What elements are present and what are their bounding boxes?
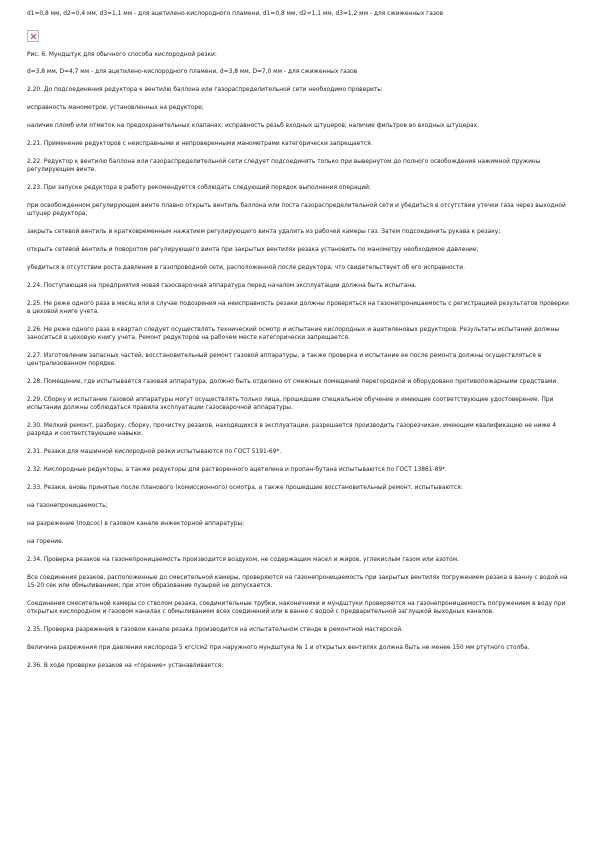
paragraph-2-33: 2.33. Резаки, вновь принятые после планового (комиссионного) осмотра, а также прошедшие восстановительный ремонт, испытываются: bbox=[27, 485, 463, 491]
paragraph-item: наличие пломб или отметок на предохранительных клапанах; исправность резьб входных штуцеров; наличие фильтров во входных штуцерах. bbox=[27, 123, 479, 129]
paragraph-item: исправность манометров, установленных на редукторе; bbox=[27, 105, 204, 111]
paragraph-2-32: 2.32. Кислородные редукторы, а также редукторы для растворенного ацетилена и пропан-бутана испытываются по ГОСТ 13861-89*. bbox=[27, 467, 447, 473]
paragraph-2-27: 2.27. Изготовление запасных частей, восстановительный ремонт газовой аппаратуры, а также проверка и испытание ее после ремонта должны осуществляться в централизованном порядке. bbox=[27, 353, 542, 367]
paragraph-2-20: 2.20. До подсоединения редуктора к вентилю баллона или газораспределительной сети необходимо проверить: bbox=[27, 87, 383, 93]
figure-dimensions: d=3,8 мм, D=4,7 мм - для ацетилено-кислородного пламени, d=3,8 мм, D=7,0 мм - для сжиженных газов bbox=[27, 69, 358, 75]
paragraph-item: при освобожденном регулирующем винте плавно открыть вентиль баллона или поста газораспределительной сети и убедиться в отсутствии утечки газа через выходной штуцер редуктора; bbox=[27, 203, 566, 217]
paragraph-item: открыть сетевой вентиль и поворотом регулирующего винта при закрытых вентилях резака установить по манометру необходимое давление; bbox=[27, 247, 479, 253]
paragraph-item: на разрежение (подсос) в газовом канале инжекторной аппаратуры; bbox=[27, 521, 245, 527]
paragraph-item: Соединения смесительной камеры со стволом резака, соединительные трубки, наконечники и мундштуки проверяются на газонепроницаемость погружением в воду при открытых кислородном и газовом каналах с обмыливанием всех соединений или в ванне с водой с предварительной заглушкой выходных каналов. bbox=[27, 601, 566, 615]
paragraph-2-31: 2.31. Резаки для машинной кислородной резки испытываются по ГОСТ 5191-69*. bbox=[27, 449, 282, 455]
paragraph-2-29: 2.29. Сборку и испытание газовой аппаратуры могут осуществлять только лица, прошедшие специальное обучение и имеющие соответствующее удостоверение. При испытании должны соблюдаться правила эксплуатации газосварочной аппаратуры. bbox=[27, 397, 554, 411]
paragraph-2-26: 2.26. Не реже одного раза в квартал следует осуществлять технический осмотр и испытание кислородных и ацетиленовых редукторов. Результаты испытаний должны заноситься в цеховую книгу учета. Ремонт редукторов на рабочем месте категорически запрещается. bbox=[27, 327, 560, 341]
paragraph-2-23: 2.23. При запуске редуктора в работу рекомендуется соблюдать следующий порядок выполнения операций: bbox=[27, 185, 371, 191]
paragraph-2-21: 2.21. Применение редукторов с неисправными и непроверенными манометрами категорически запрещается. bbox=[27, 141, 373, 147]
paragraph-item: на горение. bbox=[27, 539, 64, 545]
paragraph-2-36: 2.36. В ходе проверки резаков на «горение» устанавливается: bbox=[27, 663, 224, 669]
paragraph-2-30: 2.30. Мелкий ремонт, разборку, сборку, прочистку резаков, находящихся в эксплуатации, разрешается производить газорезчикам, имеющим квалификацию не ниже 4 разряда и соответствующие навыки. bbox=[27, 423, 557, 437]
paragraph-2-22: 2.22. Редуктор к вентилю баллона или газораспределительной сети следует подсоединять только при вывернутом до полного освобождения нажимной пружины регулирующем винте. bbox=[27, 159, 541, 173]
paragraph-2-34: 2.34. Проверка резаков на газонепроницаемость производится воздухом, не содержащим масел и жиров, углекислым газом или азотом. bbox=[27, 557, 460, 563]
image-caption-diameters: d1=0,8 мм, d2=0,4 мм, d3=1,1 мм - для ацетилено-кислородного пламени, d1=0,8 мм, d2=1,1 мм, d3=1,2 мм - для сжиженных газов bbox=[27, 11, 444, 17]
figure-caption: Рис. 6. Мундштук для обычного способа кислородной резки: bbox=[27, 52, 217, 58]
paragraph-2-35: 2.35. Проверка разрежения в газовом канале резака производится на испытательном стенде в ремонтной мастерской. bbox=[27, 627, 403, 633]
paragraph-item: закрыть сетевой вентиль и кратковременным нажатием регулирующего винта удалить из рабочей камеры газ. Затем подсоединить рукава к резаку; bbox=[27, 229, 501, 235]
paragraph-2-24: 2.24. Поступающая на предприятия новая газосварочная аппаратура перед началом эксплуатации должна быть испытана. bbox=[27, 283, 417, 289]
broken-image-icon bbox=[27, 30, 39, 42]
paragraph-2-28: 2.28. Помещение, где испытывается газовая аппаратура, должно быть отделено от смежных помещений перегородкой и оборудовано противопожарными средствами. bbox=[27, 379, 559, 385]
paragraph-item: Величина разрежения при давлении кислорода 5 кгс/см2 при наружного мундштука № 1 и открытых вентилях должна быть не менее 150 мм ртутного столба. bbox=[27, 645, 530, 651]
paragraph-item: на газонепроницаемость; bbox=[27, 503, 108, 509]
paragraph-2-25: 2.25. Не реже одного раза в месяц или в случае подозрения на неисправность резаки должны проверяться на газонепроницаемость с регистрацией результатов проверки в цеховой книге учета. bbox=[27, 301, 569, 315]
paragraph-item: убедиться в отсутствии роста давления в газопроводной сети, расположенной после редуктора, что свидетельствует об его исправности. bbox=[27, 265, 465, 271]
paragraph-item: Все соединения резаков, расположенные до смесительной камеры, проверяются на газонепроницаемость при закрытых вентилях погружением резака в ванну с водой на 15-20 сек или обмыливанием; при этом образование пузырей не допускается. bbox=[27, 575, 568, 589]
